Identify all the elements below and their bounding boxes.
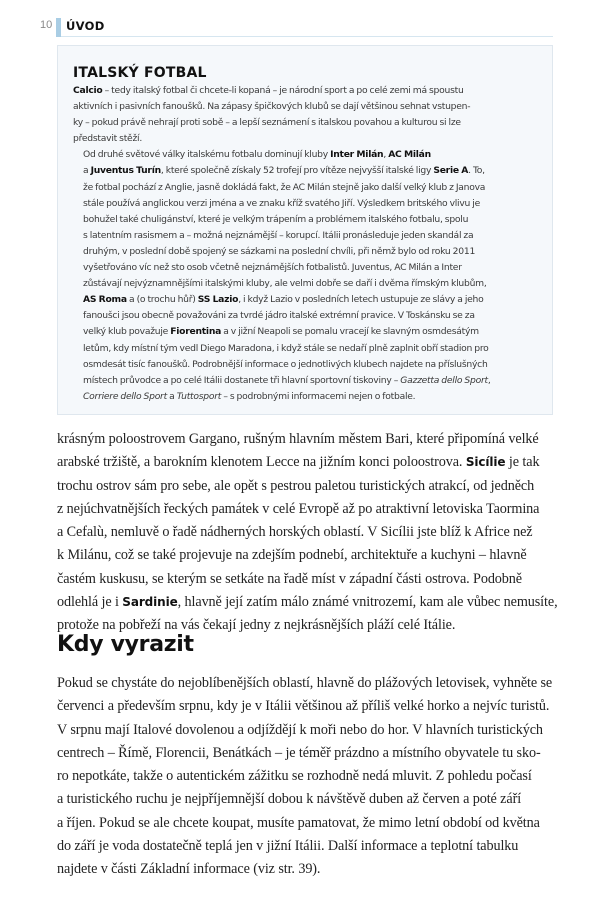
text-run: ro nepotkáte, takže o autentickém zážitku se rozhodně nedá mluvit. Z pohledu počasí <box>57 768 532 785</box>
text-line <box>73 83 538 99</box>
text-run: a v jižní Neapoli se pomalu vracejí ke slavným osmdesátým <box>221 326 479 338</box>
text-run: a (o trochu hůř) <box>126 294 198 306</box>
text-run: centrech – Římě, Florencii, Benátkách – je téměř prázdno a místního obyvatele tu sko- <box>57 744 541 761</box>
text-run: místech průvodce a po celé Itálii dostanete tři hlavní sportovní tiskoviny – <box>83 374 401 386</box>
text-line <box>73 357 538 373</box>
text-line <box>73 276 538 292</box>
text-run: arabské tržiště, a barokním klenotem Lecce na jižním konci poloostrova. <box>57 454 466 471</box>
section-heading: Kdy vyrazit <box>57 632 194 657</box>
text-line <box>73 244 538 260</box>
text-run: letům, kdy místní tým vedl Diego Maradona, i když stále se nedaří plně zaplnit obří stadion pro <box>83 342 489 354</box>
bold-term: Inter Milán <box>330 149 384 161</box>
text-line <box>57 544 553 567</box>
text-run: a <box>166 390 177 402</box>
sidebar-paragraph <box>73 147 538 405</box>
text-line <box>73 115 538 131</box>
text-run: . To, <box>468 165 485 177</box>
sidebar-box <box>57 45 553 415</box>
text-line <box>57 672 553 695</box>
text-run: představit stěží. <box>73 133 143 145</box>
bold-term: Fiorentina <box>170 326 222 338</box>
text-line <box>57 858 553 881</box>
text-run: stále používá anglickou verzi jména a ve znaku kříž svatého Jiří. Výsledkem britského vlivu je <box>83 197 480 209</box>
text-run: fanoušci jsou obecně považováni za tvrdé jádro italské extrémní pravice. V Toskánsku se za <box>83 310 475 322</box>
text-run: častém kuskusu, se kterým se setkáte na řadě míst v západní části ostrova. Podobně <box>57 570 522 587</box>
text-run: a <box>83 165 91 177</box>
text-run: do září je voda dostatečně teplá jen v jižní Itálii. Další informace a teplotní tabulku <box>57 838 519 855</box>
sidebar-paragraph <box>73 83 538 147</box>
text-run: odlehlá je i <box>57 594 123 611</box>
bold-term: Calcio <box>73 85 103 96</box>
text-line <box>57 475 553 498</box>
text-line <box>73 389 538 405</box>
text-line <box>73 196 538 212</box>
text-run: najdete v části Základní informace (viz str. 39). <box>57 861 321 878</box>
bold-term: Sicílie <box>465 455 506 470</box>
text-run: ky – pokud právě nehrají proti sobě – a lepší seznámení s italskou povahou a kulturou si lze <box>73 117 461 129</box>
text-line <box>57 498 553 521</box>
bold-term: AS Roma <box>83 294 127 306</box>
text-line <box>73 212 538 228</box>
text-run: že fotbal pochází z Anglie, jasně dokládá fakt, že AC Milán stejně jako další velký klub z Janova <box>83 181 486 193</box>
text-line <box>57 765 553 788</box>
bold-term: Sardinie <box>122 595 178 610</box>
text-run: aktivních i pasivních fanoušků. Na zápasy špičkových klubů se dají většinou sehnat vstupen- <box>73 101 471 113</box>
text-run: z nejúchvatnějších řeckých památek v celé Evropě až po atraktivní letoviska Taormina <box>57 500 540 517</box>
text-run: a říjen. Pokud se ale chcete koupat, musíte pamatovat, že mimo letní období od května <box>57 814 540 831</box>
text-line <box>73 180 538 196</box>
text-line <box>73 99 538 115</box>
body-paragraph <box>57 428 558 638</box>
text-run: , které společně získaly 52 trofejí pro vítěze nejvyšší italské ligy <box>160 165 434 177</box>
italic-title: Gazzetta dello Sport <box>400 374 488 386</box>
text-line <box>57 591 558 614</box>
text-line <box>57 568 553 591</box>
text-line <box>73 131 538 147</box>
bold-term: AC Milán <box>388 149 431 161</box>
text-run: zůstávají nejvýznamnějšími italskými kluby, ale velmi dobře se daří i dvěma římským klubům, <box>83 278 487 290</box>
text-run: , <box>487 374 491 386</box>
text-line <box>57 788 553 811</box>
text-line <box>57 812 553 835</box>
text-run: osmdesát tisíc fanoušků. Podrobnější informace o jednotlivých klubech najdete na příslušných <box>83 358 488 370</box>
text-run: Od druhé světové války italskému fotbalu dominují kluby <box>83 149 331 161</box>
header-rule <box>61 36 553 37</box>
text-line <box>73 308 538 324</box>
text-line <box>57 719 553 742</box>
italic-title: Tuttosport <box>176 390 222 402</box>
text-line <box>73 228 538 244</box>
text-run: Pokud se chystáte do nejoblíbenějších oblastí, hlavně do plážových letovisek, vyhněte se <box>57 675 553 691</box>
text-line <box>57 521 553 544</box>
text-line <box>73 292 538 308</box>
text-run: vyšetřováno víc než sto osob včetně nejznámějších fotbalistů. Juventus, AC Milán a Inter <box>83 262 462 274</box>
text-run: a Cefalù, nemluvě o řadě nádherných horských oblastí. V Sicílii jste blíž k Africe než <box>57 524 533 541</box>
sidebar-box-title: ITALSKÝ FOTBAL <box>73 65 207 81</box>
text-line <box>57 451 553 474</box>
italic-title: Corriere dello Sport <box>83 390 167 402</box>
text-line <box>73 373 538 389</box>
text-run: velký klub považuje <box>83 326 171 338</box>
text-run: , hlavně její zatím málo známé vnitrozemí, kam ale vůbec nemusíte, <box>177 594 558 611</box>
sidebar-box-text <box>73 83 538 405</box>
bold-term: Juventus Turín <box>90 165 161 177</box>
section-accent-bar <box>56 18 61 37</box>
text-line <box>57 428 553 451</box>
text-run: je tak <box>505 454 540 471</box>
bold-term: Serie A <box>433 165 469 177</box>
text-line <box>73 260 538 276</box>
running-header-title: ÚVOD <box>66 19 105 33</box>
text-line <box>57 835 553 858</box>
text-run: V srpnu mají Italové dovolenou a odjíždějí k moři nebo do hor. V hlavních turistických <box>57 721 543 738</box>
text-run: protože na pobřeží na vás čekají jedny z nejkrásnějších pláží celé Itálie. <box>57 617 456 634</box>
body-text <box>57 428 558 638</box>
text-run: a turistického ruchu je nejpříjemnější dobou k návštěvě duben až červen a poté září <box>57 791 522 808</box>
page-number: 10 <box>40 19 53 31</box>
text-run: k Milánu, což se také projevuje na zdejším podnebí, architektuře a kuchyni – hlavně <box>57 547 527 564</box>
text-run: bohužel také chuligánství, které je velkým trápením a problémem italského fotbalu, spolu <box>83 213 469 225</box>
text-run: – s podrobnými informacemi nejen o fotbale. <box>221 390 416 402</box>
text-run: , <box>383 149 389 161</box>
text-line <box>73 163 538 179</box>
text-line <box>73 324 538 340</box>
text-run: druhým, v poslední době spojený se sázkami na poslední chvíli, při němž bylo od roku 2011 <box>83 245 476 257</box>
text-line <box>57 695 553 718</box>
section-paragraph <box>57 672 553 882</box>
text-run: s latentním rasismem a – možná nejznámější – korupcí. Itálii pronásleduje jeden skandál za <box>83 229 474 241</box>
text-run: trochu ostrov sám pro sebe, ale opět s pestrou paletou turistických atrakcí, od jedněch <box>57 477 535 494</box>
text-run: , i když Lazio v posledních letech ustupuje ze slávy a jeho <box>238 294 484 306</box>
text-run: červenci a především srpnu, kdy je v Itálii většinou až příliš velké horko a nejvíc turistů. <box>57 698 550 715</box>
bold-term: SS Lazio <box>197 294 239 306</box>
text-line <box>73 341 538 357</box>
section-text <box>57 672 553 882</box>
text-run: – tedy italský fotbal či chcete-li kopaná – je národní sport a po celé zemi má spoustu <box>102 85 464 96</box>
text-line <box>73 147 538 163</box>
text-line <box>57 742 553 765</box>
text-run: krásným poloostrovem Gargano, rušným hlavním městem Bari, které připomíná velké <box>57 431 539 447</box>
